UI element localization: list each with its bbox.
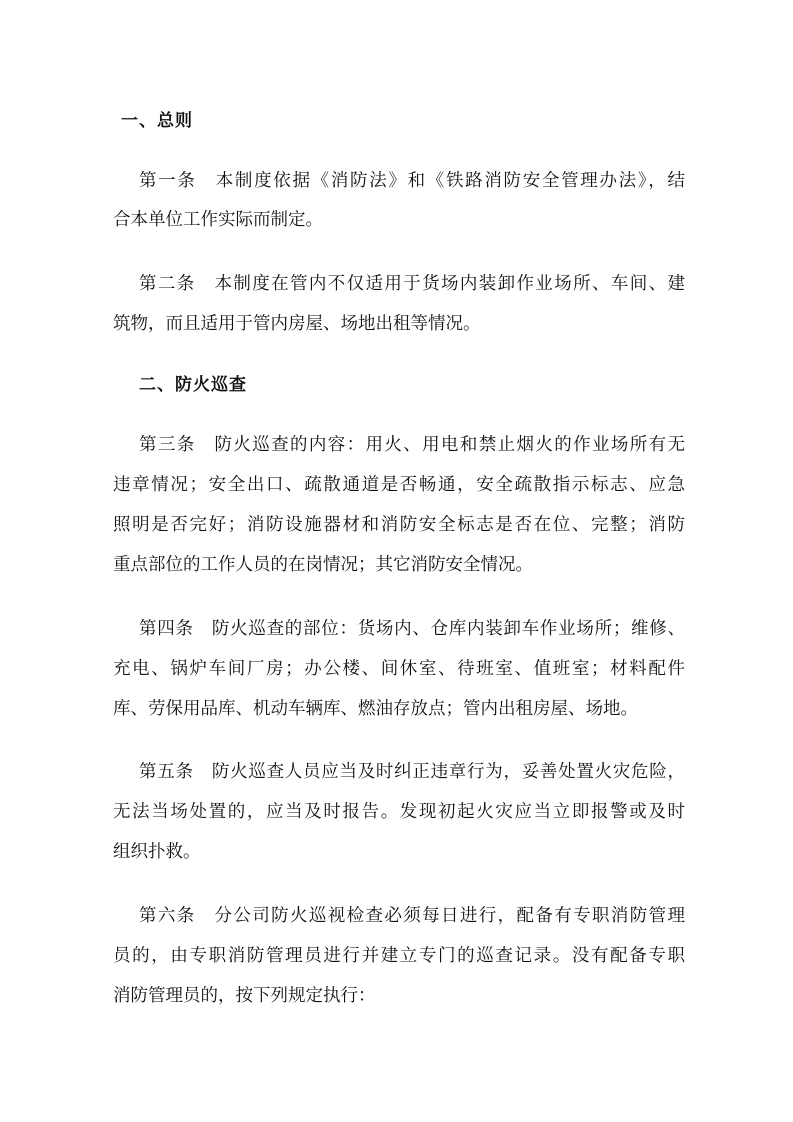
article-4-line-3: 库、劳保用品库、机动车辆库、燃油存放点；管内出租房屋、场地。 [113,699,638,719]
article-6-line-1: 第六条 分公司防火巡视检查必须每日进行，配备有专职消防管理 [139,906,685,926]
article-2-line-2: 筑物，而且适用于管内房屋、场地出租等情况。 [113,314,481,334]
article-4-line-2: 充电、锅炉车间厂房；办公楼、间休室、待班室、值班室；材料配件 [113,659,685,679]
article-3-line-2: 违章情况；安全出口、疏散通道是否畅通，安全疏散指示标志、应急 [113,475,685,495]
article-3-line-4: 重点部位的工作人员的在岗情况；其它消防安全情况。 [113,555,533,575]
article-3-line-3: 照明是否完好；消防设施器材和消防安全标志是否在位、完整；消防 [113,515,685,535]
section-heading-general: 一、总则 [121,111,193,131]
article-4-line-1: 第四条 防火巡查的部位：货场内、仓库内装卸车作业场所；维修、 [139,619,685,639]
article-3-line-1: 第三条 防火巡查的内容：用火、用电和禁止烟火的作业场所有无 [139,435,685,455]
article-5-line-1: 第五条 防火巡查人员应当及时纠正违章行为，妥善处置火灾危险， [139,762,685,782]
article-1-line-2: 合本单位工作实际而制定。 [113,210,323,230]
article-5-line-2: 无法当场处置的，应当及时报告。发现初起火灾应当立即报警或及时 [113,802,685,822]
article-6-line-2: 员的，由专职消防管理员进行并建立专门的巡查记录。没有配备专职 [113,946,685,966]
article-2-line-1: 第二条 本制度在管内不仅适用于货场内装卸作业场所、车间、建 [139,274,685,294]
section-heading-fire-patrol: 二、防火巡查 [139,375,247,395]
article-1-line-1: 第一条 本制度依据《消防法》和《铁路消防安全管理办法》，结 [139,171,685,191]
article-5-line-3: 组织扑救。 [113,842,201,862]
article-6-line-3: 消防管理员的，按下列规定执行： [113,986,376,1006]
